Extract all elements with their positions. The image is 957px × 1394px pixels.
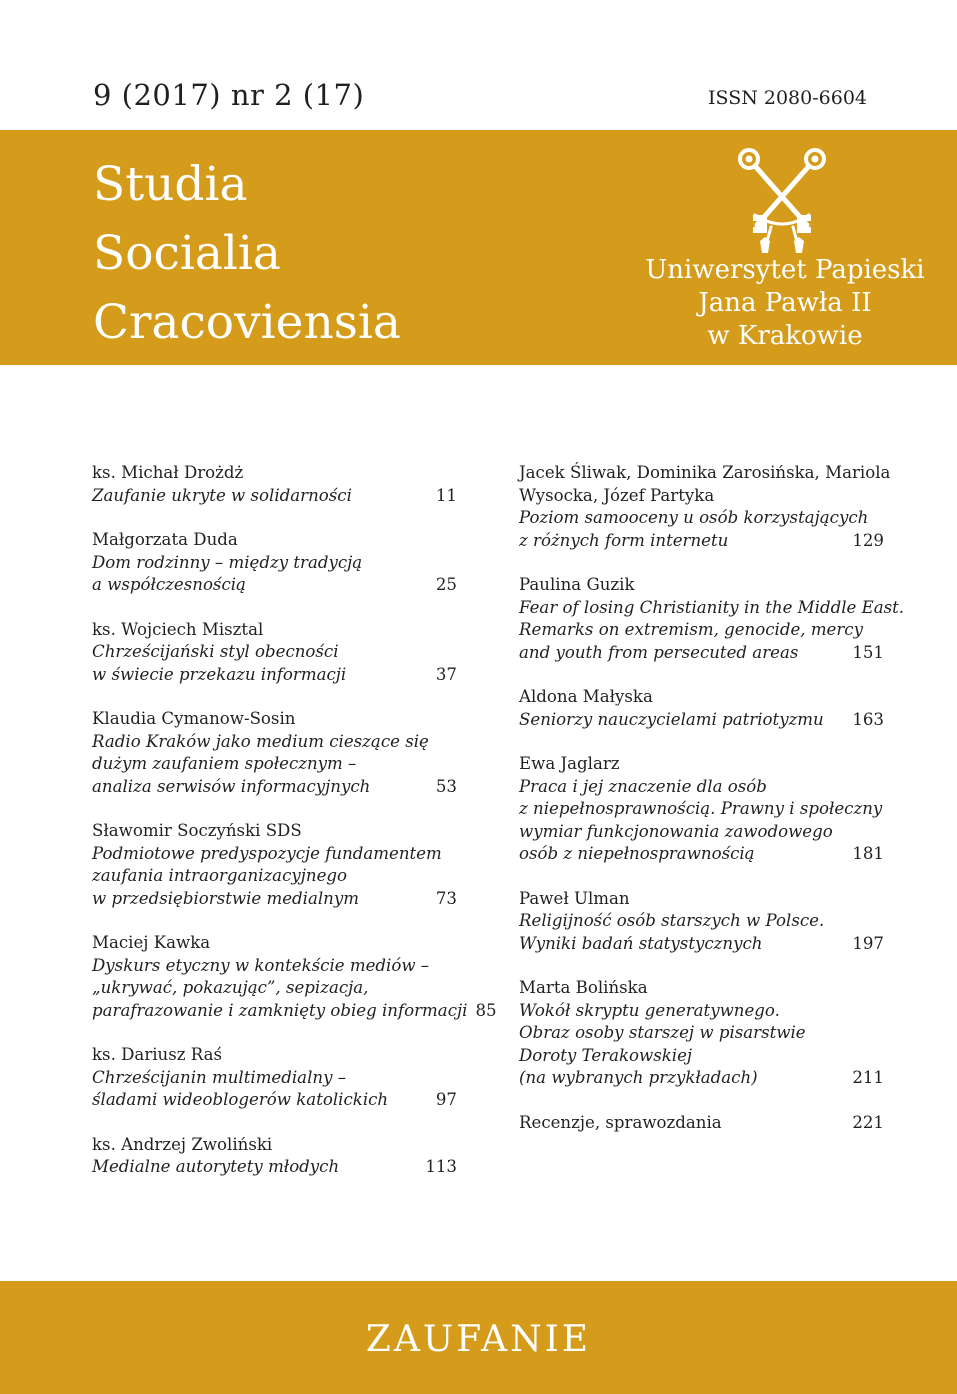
toc-entry (519, 888, 884, 956)
toc-title: Remarks on extremism, genocide, mercy (519, 620, 863, 639)
journal-title-line: Socialia (93, 226, 281, 281)
journal-title-line: Studia (93, 157, 248, 212)
toc-author: Ewa Jaglarz (519, 754, 620, 773)
university-name (640, 254, 930, 353)
toc-author: Wysocka, Józef Partyka (519, 485, 715, 505)
toc-page-number: 53 (435, 776, 457, 796)
toc-title: Dom rodzinny – między tradycją (92, 552, 363, 572)
toc-title: Medialne autorytety młodych (92, 1157, 340, 1176)
toc-title: z niepełnosprawnością. Prawny i społeczny (519, 799, 883, 818)
journal-title (93, 150, 401, 357)
toc-title: Dyskurs etyczny w kontekście mediów – (92, 955, 430, 975)
toc-title: parafrazowanie i zamknięty obieg informacji (92, 1000, 468, 1020)
toc-page-number: 85 (475, 1000, 497, 1020)
toc-title: a współczesnością (92, 575, 246, 594)
toc-last-line-row (92, 888, 457, 911)
toc-title: Zaufanie ukryte w solidarności (92, 485, 352, 505)
toc-last-line-row (92, 776, 457, 799)
toc-last-line-row (519, 642, 884, 665)
toc-title: Radio Kraków jako medium cieszące się (92, 731, 429, 751)
toc-title: w świecie przekazu informacji (92, 664, 347, 684)
toc-author: Marta Bolińska (519, 978, 648, 997)
toc-title: Poziom samooceny u osób korzystających (519, 508, 869, 527)
toc-last-line-row (92, 485, 457, 508)
university-name-line: Uniwersytet Papieski (645, 255, 925, 285)
university-name-line: w Krakowie (707, 321, 863, 351)
toc-page-number: 197 (852, 933, 884, 953)
contents-left-column (92, 462, 497, 1201)
toc-page-number: 11 (435, 485, 457, 505)
toc-title: Podmiotowe predyspozycje fundamentem (92, 843, 442, 863)
toc-author: Paweł Ulman (519, 888, 630, 908)
toc-title: Religijność osób starszych w Polsce. (519, 911, 825, 930)
toc-entry (519, 977, 884, 1090)
toc-section: Recenzje, sprawozdania (519, 1112, 722, 1132)
toc-author: ks. Dariusz Raś (92, 1045, 223, 1064)
toc-page-number: 97 (435, 1090, 457, 1109)
toc-author: Paulina Guzik (519, 575, 635, 594)
toc-title: and youth from persecuted areas (519, 642, 799, 662)
toc-page-number: 181 (852, 844, 884, 863)
toc-title: Obraz osoby starszej w pisarstwie (519, 1023, 806, 1042)
toc-last-line-row (519, 530, 884, 553)
toc-last-line-row (92, 1156, 457, 1179)
toc-last-line-row (92, 664, 457, 687)
toc-title: dużym zaufaniem społecznym – (92, 754, 357, 773)
contents-right-column (519, 462, 905, 1156)
toc-entry (92, 462, 457, 507)
toc-last-line-row (92, 574, 457, 597)
toc-entry (92, 932, 497, 1022)
university-name-line: Jana Pawła II (698, 288, 872, 318)
toc-page-number: 25 (435, 575, 457, 594)
toc-title: (na wybranych przykładach) (519, 1068, 758, 1087)
toc-title: Doroty Terakowskiej (519, 1045, 693, 1065)
issn: ISSN 2080-6604 (708, 87, 867, 109)
toc-page-number: 73 (435, 888, 457, 908)
toc-entry (519, 574, 905, 664)
toc-last-line-row (519, 709, 884, 732)
toc-author: ks. Michał Drożdż (92, 463, 244, 482)
toc-title: osób z niepełnosprawnością (519, 844, 755, 863)
toc-title: śladami wideoblogerów katolickich (92, 1090, 389, 1109)
toc-author: Sławomir Soczyński SDS (92, 821, 302, 840)
toc-title: Wyniki badań statystycznych (519, 933, 763, 953)
toc-last-line-row (519, 843, 884, 866)
toc-title: Chrześcijanin multimedialny – (92, 1067, 347, 1087)
toc-title: „ukrywać, pokazując”, sepizacja, (92, 978, 369, 997)
journal-title-line: Cracoviensia (93, 295, 401, 350)
toc-entry (519, 686, 884, 731)
toc-entry (92, 1134, 457, 1179)
crossed-keys-icon (735, 145, 829, 255)
toc-author: ks. Wojciech Misztal (92, 619, 264, 639)
toc-last-line-row (519, 1112, 884, 1135)
toc-page-number: 151 (852, 642, 884, 662)
footer-band (0, 1281, 957, 1394)
toc-author: Aldona Małyska (519, 687, 653, 706)
toc-title: Wokół skryptu generatywnego. (519, 1000, 780, 1020)
toc-title: wymiar funkcjonowania zawodowego (519, 821, 833, 841)
toc-title: zaufania intraorganizacyjnego (92, 866, 348, 885)
toc-entry (92, 1044, 457, 1112)
toc-author: Klaudia Cymanow-Sosin (92, 709, 296, 728)
toc-page-number: 211 (852, 1068, 884, 1087)
toc-entry (92, 708, 457, 798)
toc-page-number: 113 (425, 1157, 457, 1176)
toc-entry (519, 462, 891, 552)
toc-entry (519, 753, 884, 866)
toc-author: Jacek Śliwak, Dominika Zarosińska, Mariola (519, 463, 891, 482)
toc-title: Chrześcijański styl obecności (92, 642, 339, 661)
toc-entry (92, 619, 457, 687)
toc-page-number: 163 (852, 709, 884, 729)
toc-page-number: 221 (852, 1112, 884, 1132)
toc-title: Fear of losing Christianity in the Middle East. (519, 597, 905, 617)
toc-author: ks. Andrzej Zwoliński (92, 1134, 273, 1154)
toc-page-number: 129 (852, 530, 884, 550)
toc-page-number: 37 (435, 664, 457, 684)
toc-author: Małgorzata Duda (92, 530, 238, 549)
toc-entry (92, 820, 457, 910)
toc-title: w przedsiębiorstwie medialnym (92, 888, 359, 908)
toc-last-line-row (519, 933, 884, 956)
toc-title: analiza serwisów informacyjnych (92, 776, 371, 796)
toc-entry (519, 1112, 884, 1135)
toc-author: Maciej Kawka (92, 933, 211, 952)
toc-title: Praca i jej znaczenie dla osób (519, 776, 767, 796)
toc-title: Seniorzy nauczycielami patriotyzmu (519, 709, 824, 729)
toc-title: z różnych form internetu (519, 530, 729, 550)
toc-last-line-row (519, 1067, 884, 1090)
toc-last-line-row (92, 1089, 457, 1112)
issue-topic: ZAUFANIE (365, 1319, 592, 1360)
toc-entry (92, 529, 457, 597)
toc-last-line-row (92, 1000, 497, 1023)
issue-number: 9 (2017) nr 2 (17) (93, 78, 365, 112)
